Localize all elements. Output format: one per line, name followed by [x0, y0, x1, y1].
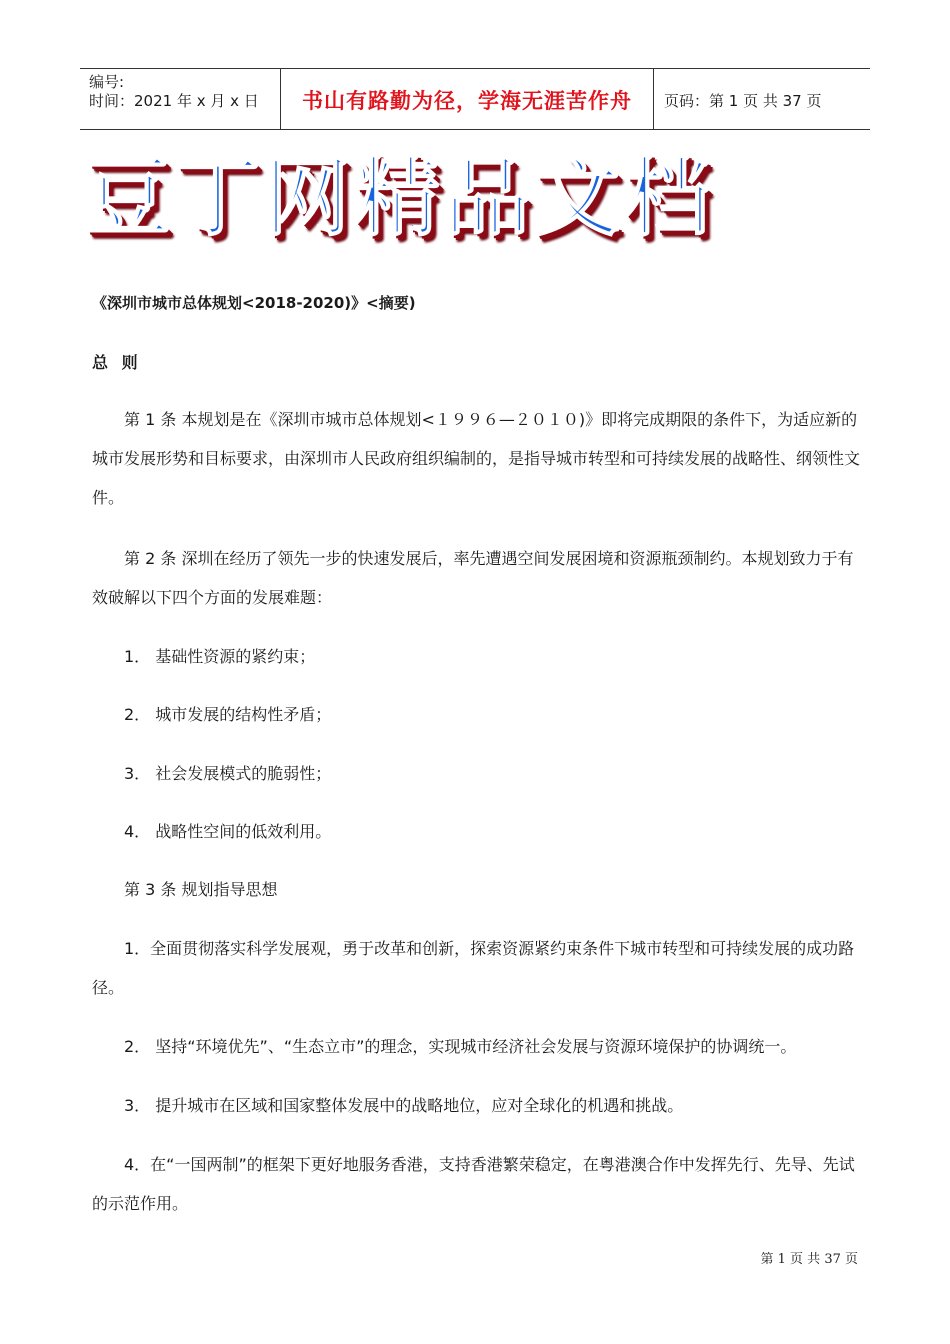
article-3-heading: 第 3 条 规划指导思想 — [124, 880, 278, 899]
header-motto: 书山有路勤为径，学海无涯苦作舟 — [281, 69, 654, 129]
principle-item: 4．在“一国两制”的框架下更好地服务香港，支持香港繁荣稳定，在粤港澳合作中发挥先行、先导、先试的示范作用。 — [92, 1155, 855, 1213]
banner-title: 豆丁网精品文档 — [84, 147, 714, 248]
header-page-info: 页码：第 1 页 共 37 页 — [664, 91, 822, 110]
document-title: 《深圳市城市总体规划<2018-2020)》<摘要) — [92, 294, 416, 312]
principle-item: 2． 坚持“环境优先”、“生态立市”的理念，实现城市经济社会发展与资源环境保护的协调统一。 — [124, 1037, 797, 1056]
article-2-paragraph: 第 2 条 深圳在经历了领先一步的快速发展后，率先遭遇空间发展困境和资源瓶颈制约。本规划致力于有效破解以下四个方面的发展难题： — [92, 549, 854, 607]
document-number-label: 编号: — [89, 73, 125, 91]
challenge-item: 1． 基础性资源的紧约束； — [124, 647, 316, 666]
challenge-item: 3． 社会发展模式的脆弱性； — [124, 764, 332, 783]
page-header — [80, 68, 870, 130]
principle-item: 3． 提升城市在区域和国家整体发展中的战略地位，应对全球化的机遇和挑战。 — [124, 1096, 684, 1115]
document-date: 时间：2021 年 x 月 x 日 — [89, 92, 259, 110]
challenge-item: 2． 城市发展的结构性矛盾； — [124, 705, 332, 724]
header-meta — [80, 69, 281, 129]
challenge-item: 4． 战略性空间的低效利用。 — [124, 822, 332, 841]
article-1-paragraph: 第 1 条 本规划是在《深圳市城市总体规划<１９９６—２０１０)》即将完成期限的条件下，为适应新的城市发展形势和目标要求，由深圳市人民政府组织编制的，是指导城市转型和可持续发展的战略性、纲领性文件。 — [92, 410, 861, 507]
page-footer: 第 1 页 共 37 页 — [760, 1252, 858, 1267]
section-heading: 总 则 — [92, 353, 142, 372]
principle-item: 1．全面贯彻落实科学发展观，勇于改革和创新，探索资源紧约束条件下城市转型和可持续发展的成功路径。 — [92, 939, 855, 997]
